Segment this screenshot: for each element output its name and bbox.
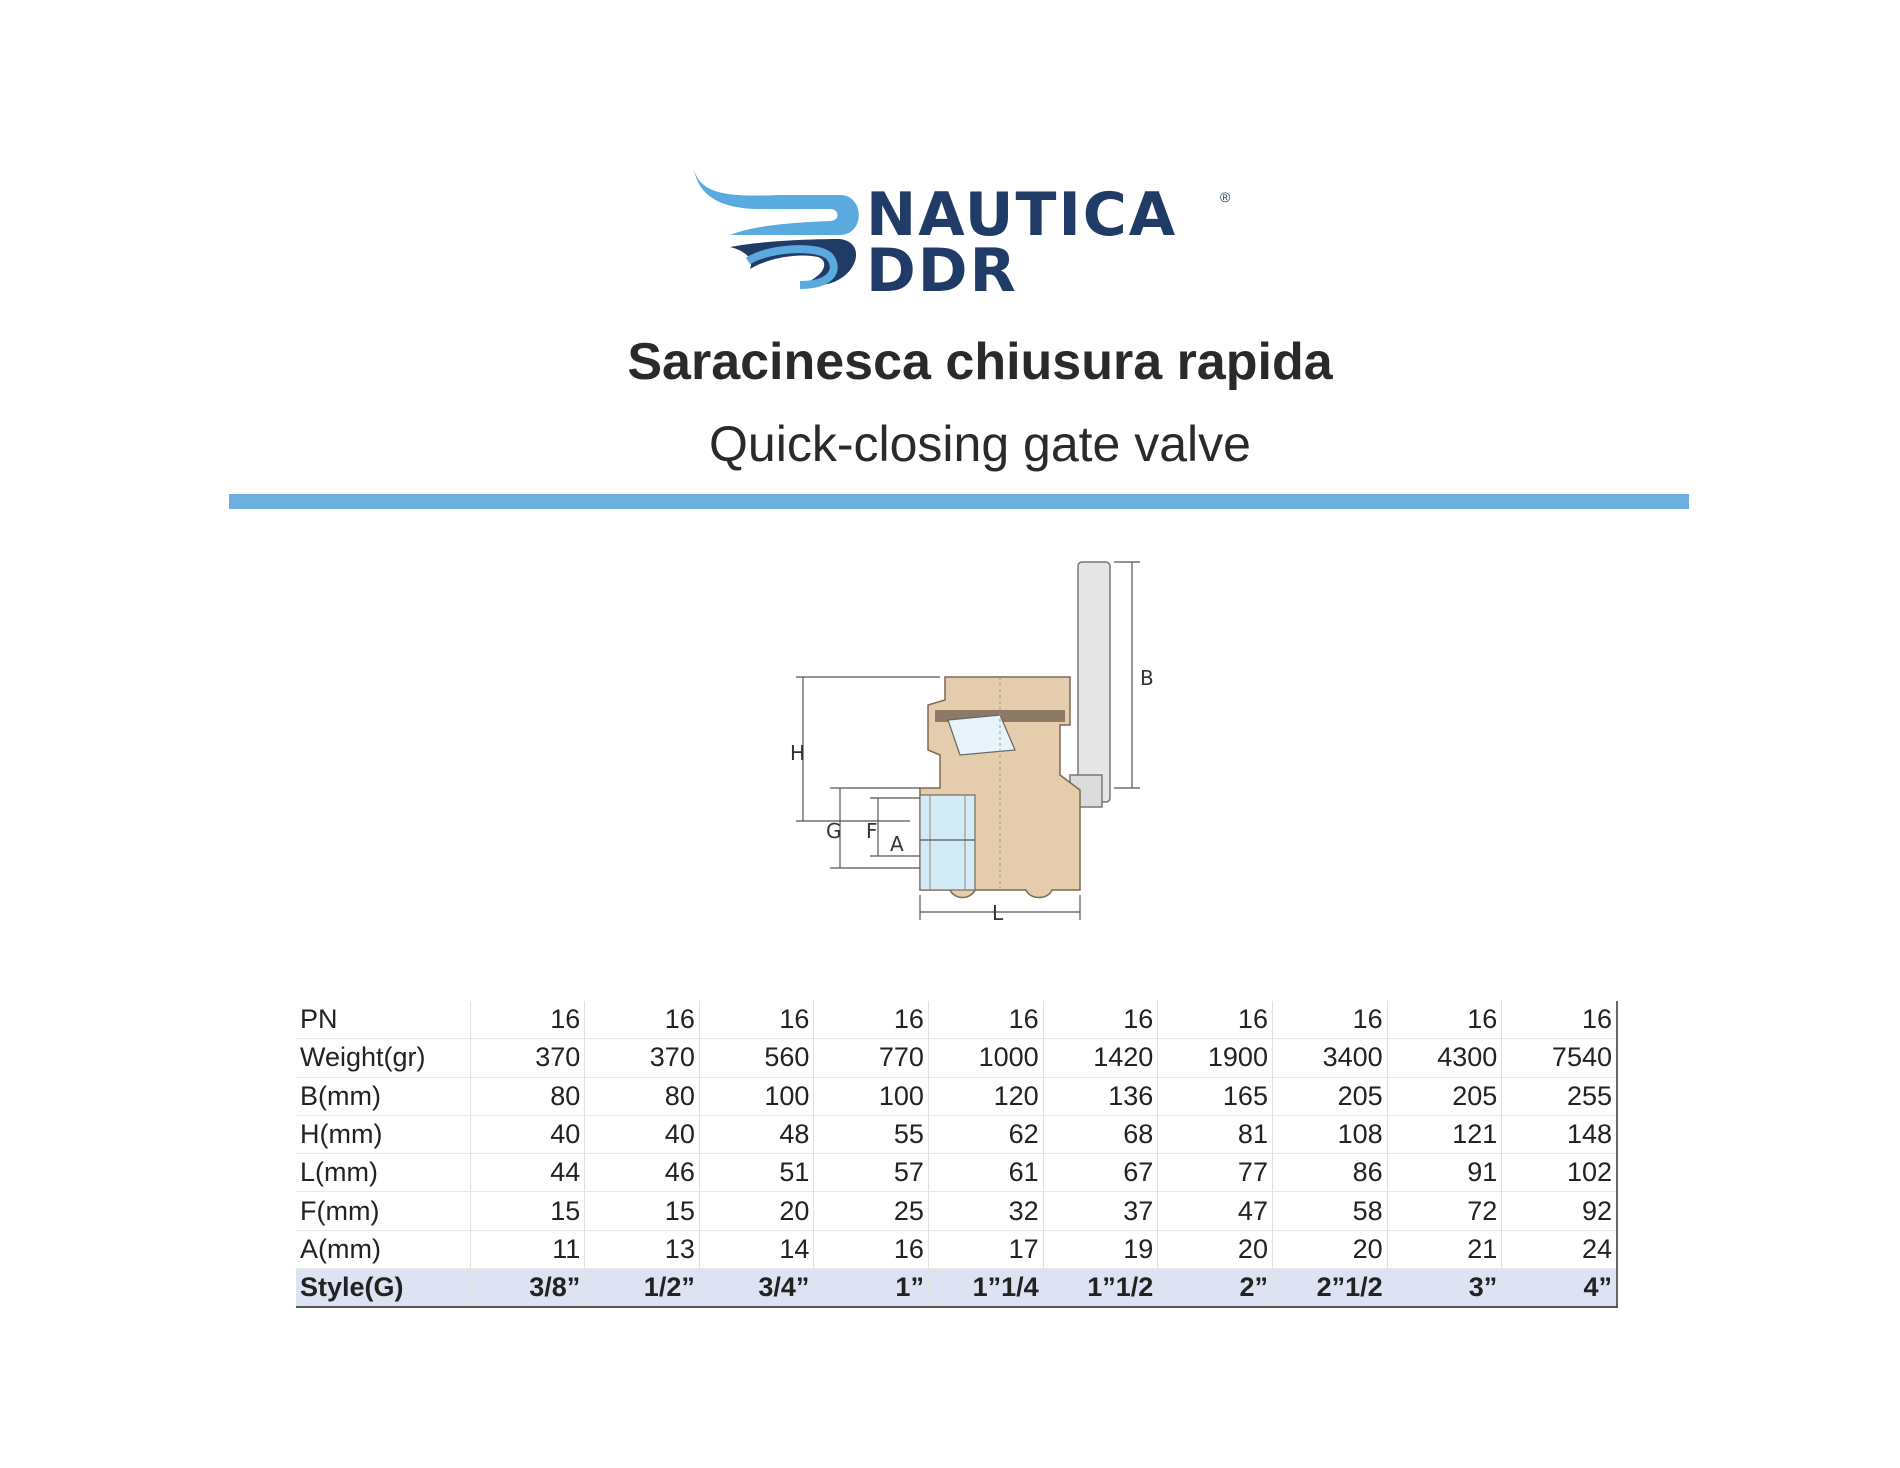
table-cell: 51 xyxy=(699,1154,814,1192)
table-cell: 16 xyxy=(1043,1001,1158,1039)
table-cell: 2”1/2 xyxy=(1272,1269,1387,1308)
table-cell: 57 xyxy=(814,1154,929,1192)
table-cell: 121 xyxy=(1387,1115,1502,1153)
table-cell: 370 xyxy=(470,1039,585,1077)
table-cell: 62 xyxy=(928,1115,1043,1153)
table-cell: 120 xyxy=(928,1077,1043,1115)
table-cell: 16 xyxy=(470,1001,585,1039)
table-cell: 14 xyxy=(699,1230,814,1268)
label-b: B xyxy=(1140,666,1154,690)
table-cell: 17 xyxy=(928,1230,1043,1268)
table-row xyxy=(296,1154,1617,1192)
table-cell: 4” xyxy=(1502,1269,1617,1308)
table-cell: 16 xyxy=(1272,1001,1387,1039)
table-cell: 1” xyxy=(814,1269,929,1308)
row-label: Style(G) xyxy=(296,1269,470,1308)
table-cell: 44 xyxy=(470,1154,585,1192)
table-cell: 1/2” xyxy=(585,1269,700,1308)
table-row xyxy=(296,1001,1617,1039)
table-cell: 46 xyxy=(585,1154,700,1192)
table-cell: 15 xyxy=(470,1192,585,1230)
table-cell: 16 xyxy=(585,1001,700,1039)
table-cell: 370 xyxy=(585,1039,700,1077)
spec-table xyxy=(296,1001,1618,1308)
label-f: F xyxy=(866,819,878,843)
row-label: B(mm) xyxy=(296,1077,470,1115)
brand-wordmark xyxy=(866,180,1178,306)
table-cell: 13 xyxy=(585,1230,700,1268)
table-cell: 24 xyxy=(1502,1230,1617,1268)
table-cell: 40 xyxy=(585,1115,700,1153)
table-cell: 37 xyxy=(1043,1192,1158,1230)
table-cell: 205 xyxy=(1272,1077,1387,1115)
table-cell: 32 xyxy=(928,1192,1043,1230)
row-label: H(mm) xyxy=(296,1115,470,1153)
table-cell: 81 xyxy=(1158,1115,1273,1153)
table-row xyxy=(296,1230,1617,1268)
table-cell: 1420 xyxy=(1043,1039,1158,1077)
table-cell: 3/4” xyxy=(699,1269,814,1308)
table-cell: 21 xyxy=(1387,1230,1502,1268)
row-label: Weight(gr) xyxy=(296,1039,470,1077)
table-cell: 16 xyxy=(1158,1001,1273,1039)
table-cell: 770 xyxy=(814,1039,929,1077)
table-cell: 3400 xyxy=(1272,1039,1387,1077)
table-cell: 7540 xyxy=(1502,1039,1617,1077)
table-cell: 1”1/2 xyxy=(1043,1269,1158,1308)
table-cell: 61 xyxy=(928,1154,1043,1192)
table-cell: 16 xyxy=(1387,1001,1502,1039)
table-cell: 3” xyxy=(1387,1269,1502,1308)
table-cell: 16 xyxy=(814,1001,929,1039)
table-row xyxy=(296,1115,1617,1153)
table-cell: 19 xyxy=(1043,1230,1158,1268)
table-cell: 255 xyxy=(1502,1077,1617,1115)
table-cell: 77 xyxy=(1158,1154,1273,1192)
table-cell: 102 xyxy=(1502,1154,1617,1192)
table-cell: 2” xyxy=(1158,1269,1273,1308)
table-cell: 47 xyxy=(1158,1192,1273,1230)
row-label: PN xyxy=(296,1001,470,1039)
table-cell: 80 xyxy=(585,1077,700,1115)
brand-line-1: NAUTICA xyxy=(866,180,1178,250)
table-cell: 86 xyxy=(1272,1154,1387,1192)
table-row xyxy=(296,1077,1617,1115)
table-cell: 72 xyxy=(1387,1192,1502,1230)
table-cell: 20 xyxy=(1272,1230,1387,1268)
label-h: H xyxy=(790,741,806,765)
table-cell: 16 xyxy=(699,1001,814,1039)
handle-shape xyxy=(1078,562,1110,802)
table-cell: 100 xyxy=(814,1077,929,1115)
table-cell: 136 xyxy=(1043,1077,1158,1115)
table-cell: 55 xyxy=(814,1115,929,1153)
table-cell: 560 xyxy=(699,1039,814,1077)
table-row xyxy=(296,1269,1617,1308)
table-cell: 67 xyxy=(1043,1154,1158,1192)
table-cell: 108 xyxy=(1272,1115,1387,1153)
table-cell: 205 xyxy=(1387,1077,1502,1115)
valve-technical-drawing xyxy=(730,550,1210,930)
table-cell: 20 xyxy=(1158,1230,1273,1268)
label-g: G xyxy=(826,819,842,843)
label-l: L xyxy=(992,901,1004,925)
table-cell: 1900 xyxy=(1158,1039,1273,1077)
table-cell: 15 xyxy=(585,1192,700,1230)
row-label: A(mm) xyxy=(296,1230,470,1268)
registered-mark: ® xyxy=(1220,189,1231,205)
table-cell: 100 xyxy=(699,1077,814,1115)
brand-line-2: DDR xyxy=(866,236,1018,306)
nautica-ddr-logo xyxy=(690,165,1250,306)
table-cell: 16 xyxy=(1502,1001,1617,1039)
table-cell: 92 xyxy=(1502,1192,1617,1230)
table-cell: 20 xyxy=(699,1192,814,1230)
table-cell: 68 xyxy=(1043,1115,1158,1153)
table-cell: 25 xyxy=(814,1192,929,1230)
page-subtitle: Quick-closing gate valve xyxy=(709,416,1251,472)
table-cell: 11 xyxy=(470,1230,585,1268)
table-row xyxy=(296,1192,1617,1230)
table-cell: 16 xyxy=(928,1001,1043,1039)
table-cell: 16 xyxy=(814,1230,929,1268)
table-cell: 1000 xyxy=(928,1039,1043,1077)
table-cell: 48 xyxy=(699,1115,814,1153)
page-title: Saracinesca chiusura rapida xyxy=(627,333,1333,391)
row-label: F(mm) xyxy=(296,1192,470,1230)
wave-logo-icon xyxy=(690,165,870,295)
table-cell: 165 xyxy=(1158,1077,1273,1115)
label-a: A xyxy=(890,832,904,856)
table-cell: 1”1/4 xyxy=(928,1269,1043,1308)
table-cell: 40 xyxy=(470,1115,585,1153)
table-cell: 80 xyxy=(470,1077,585,1115)
table-cell: 3/8” xyxy=(470,1269,585,1308)
accent-divider xyxy=(229,494,1689,509)
table-cell: 58 xyxy=(1272,1192,1387,1230)
table-row xyxy=(296,1039,1617,1077)
table-cell: 91 xyxy=(1387,1154,1502,1192)
table-cell: 4300 xyxy=(1387,1039,1502,1077)
row-label: L(mm) xyxy=(296,1154,470,1192)
table-cell: 148 xyxy=(1502,1115,1617,1153)
